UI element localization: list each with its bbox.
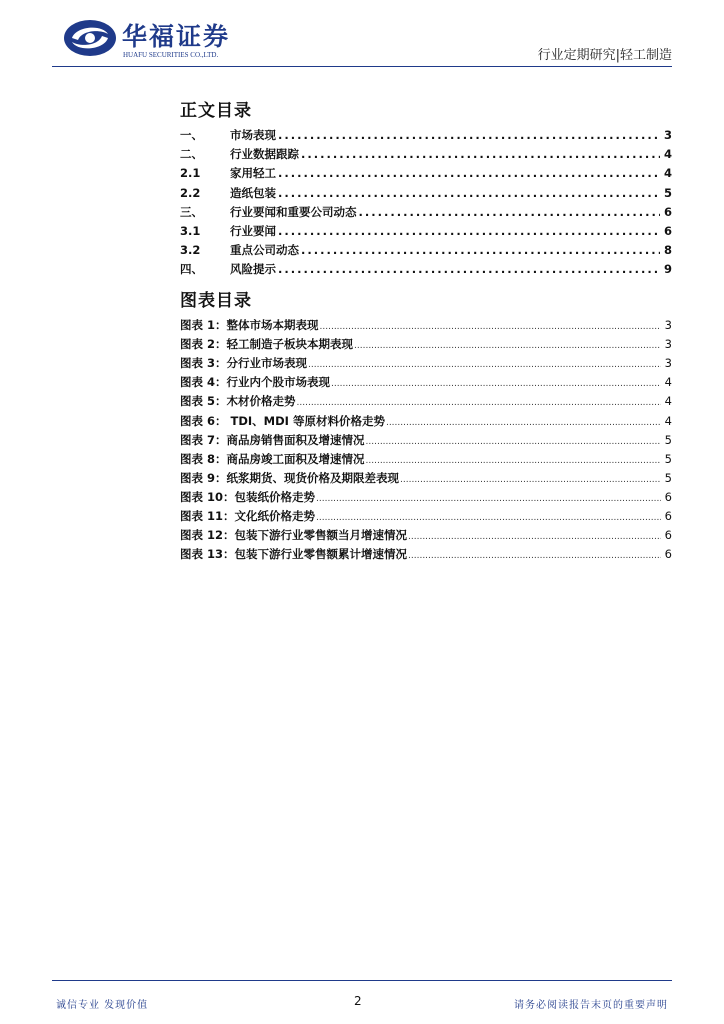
toc-leader-dots	[359, 205, 661, 219]
page-number: 2	[354, 994, 362, 1008]
toc-heading: 正文目录	[180, 101, 252, 121]
figure-item-page: 3	[664, 337, 672, 352]
figure-item-page: 6	[664, 528, 672, 543]
figure-item-title: 图表 2：轻工制造子板块本期表现	[180, 337, 354, 352]
toc-item-title: 重点公司动态	[230, 243, 299, 258]
toc-item[interactable]	[180, 127, 672, 145]
toc-item-number: 四、	[180, 262, 203, 277]
toc-item-number: 2.1	[180, 166, 201, 181]
toc-item-page: 8	[663, 243, 672, 258]
toc-leader-dots	[278, 186, 660, 200]
figure-item-title: 图表 8：商品房竣工面积及增速情况	[180, 451, 365, 466]
logo-english-name: HUAFU SECURITIES CO.,LTD.	[123, 51, 219, 59]
figure-item[interactable]	[180, 432, 672, 449]
figure-item[interactable]	[180, 546, 672, 563]
figure-item-title: 图表 1：整体市场本期表现	[180, 318, 319, 332]
figure-item-page: 3	[664, 318, 672, 332]
toc-item-page: 9	[663, 262, 672, 277]
toc-item-title: 造纸包装	[230, 185, 276, 200]
toc-item-number: 三、	[180, 204, 203, 219]
toc-item[interactable]	[180, 223, 672, 241]
figure-item-page: 6	[664, 509, 672, 523]
figure-item[interactable]	[180, 374, 672, 391]
toc-item-page: 5	[663, 185, 672, 200]
figure-item-title: 图表 10：包装纸价格走势	[180, 489, 316, 504]
figure-item-page: 5	[664, 451, 672, 466]
toc-leader-dots	[278, 128, 660, 142]
figure-item-title: 图表 3：分行业市场表现	[180, 356, 308, 371]
figure-item-title: 图表 6： TDI、MDI 等原材料价格走势	[180, 413, 385, 428]
figure-item[interactable]	[180, 451, 672, 468]
figure-leader-dots	[316, 494, 661, 504]
figure-item[interactable]	[180, 317, 672, 334]
figure-item-title: 图表 5：木材价格走势	[180, 394, 296, 409]
toc-item-number: 3.1	[180, 224, 201, 238]
toc-item-title: 市场表现	[230, 128, 276, 142]
toc-item-title: 行业数据跟踪	[230, 147, 299, 162]
toc-item-number: 一、	[180, 128, 203, 142]
company-logo	[62, 14, 262, 64]
toc-item-page: 4	[663, 166, 672, 181]
toc-item-page: 3	[663, 128, 672, 142]
figure-item-page: 5	[664, 470, 672, 485]
toc-leader-dots	[301, 147, 660, 161]
toc-item[interactable]	[180, 261, 672, 279]
header-divider	[52, 66, 672, 67]
figure-item-page: 4	[664, 394, 672, 409]
toc-item[interactable]	[180, 242, 672, 260]
figure-item[interactable]	[180, 508, 672, 525]
figure-item[interactable]	[180, 355, 672, 372]
figure-leader-dots	[297, 398, 661, 408]
toc-item[interactable]	[180, 146, 672, 164]
toc-item-page: 6	[663, 224, 672, 238]
toc-item[interactable]	[180, 204, 672, 222]
figure-item-title: 图表 11：文化纸价格走势	[180, 509, 316, 523]
toc-item-title: 家用轻工	[230, 166, 276, 181]
figure-leader-dots	[366, 437, 661, 447]
figure-item[interactable]	[180, 527, 672, 544]
figure-item-title: 图表 9：纸浆期货、现货价格及期限差表现	[180, 470, 400, 485]
footer-disclaimer: 请务必阅读报告末页的重要声明	[514, 1000, 668, 1011]
figure-item[interactable]	[180, 489, 672, 506]
toc-item-number: 2.2	[180, 185, 201, 200]
toc-item[interactable]	[180, 165, 672, 183]
footer-slogan: 诚信专业 发现价值	[56, 1000, 149, 1011]
figure-leader-dots	[408, 532, 661, 542]
toc-item-number: 二、	[180, 147, 203, 162]
toc-item-title: 行业要闻	[230, 224, 276, 238]
figure-item-page: 5	[664, 432, 672, 447]
figure-leader-dots	[320, 322, 661, 332]
figures-heading: 图表目录	[180, 291, 252, 311]
figure-item-title: 图表 7：商品房销售面积及增速情况	[180, 432, 365, 447]
figure-item-page: 4	[664, 375, 672, 390]
figure-item[interactable]	[180, 413, 672, 430]
toc-item-page: 4	[663, 147, 672, 162]
figure-item-page: 4	[664, 413, 672, 428]
report-type-label: 行业定期研究|轻工制造	[537, 48, 672, 63]
figure-leader-dots	[308, 360, 661, 370]
figure-item[interactable]	[180, 393, 672, 410]
figure-item-page: 6	[664, 547, 672, 562]
figure-leader-dots	[408, 551, 661, 561]
figure-leader-dots	[366, 456, 661, 466]
figure-item-title: 图表 13：包装下游行业零售额累计增速情况	[180, 547, 408, 562]
toc-leader-dots	[278, 224, 660, 238]
figure-item[interactable]	[180, 470, 672, 487]
figure-item[interactable]	[180, 336, 672, 353]
figure-leader-dots	[400, 475, 661, 485]
toc-item-number: 3.2	[180, 243, 201, 258]
figure-leader-dots	[354, 341, 661, 351]
figure-leader-dots	[331, 379, 661, 389]
figure-leader-dots	[316, 513, 661, 523]
toc-leader-dots	[278, 166, 660, 180]
figure-item-title: 图表 4：行业内个股市场表现	[180, 375, 331, 390]
figure-item-page: 6	[664, 489, 672, 504]
figure-item-title: 图表 12：包装下游行业零售额当月增速情况	[180, 528, 408, 543]
toc-item[interactable]	[180, 185, 672, 203]
toc-item-page: 6	[663, 204, 672, 219]
toc-leader-dots	[278, 262, 660, 276]
figure-leader-dots	[386, 418, 661, 428]
logo-chinese-name: 华福证券	[122, 22, 231, 51]
toc-leader-dots	[301, 243, 660, 257]
toc-item-title: 行业要闻和重要公司动态	[230, 204, 357, 219]
figure-item-page: 3	[664, 356, 672, 371]
footer-divider	[52, 980, 672, 981]
huafu-logo-icon	[62, 18, 118, 58]
toc-item-title: 风险提示	[230, 262, 276, 277]
